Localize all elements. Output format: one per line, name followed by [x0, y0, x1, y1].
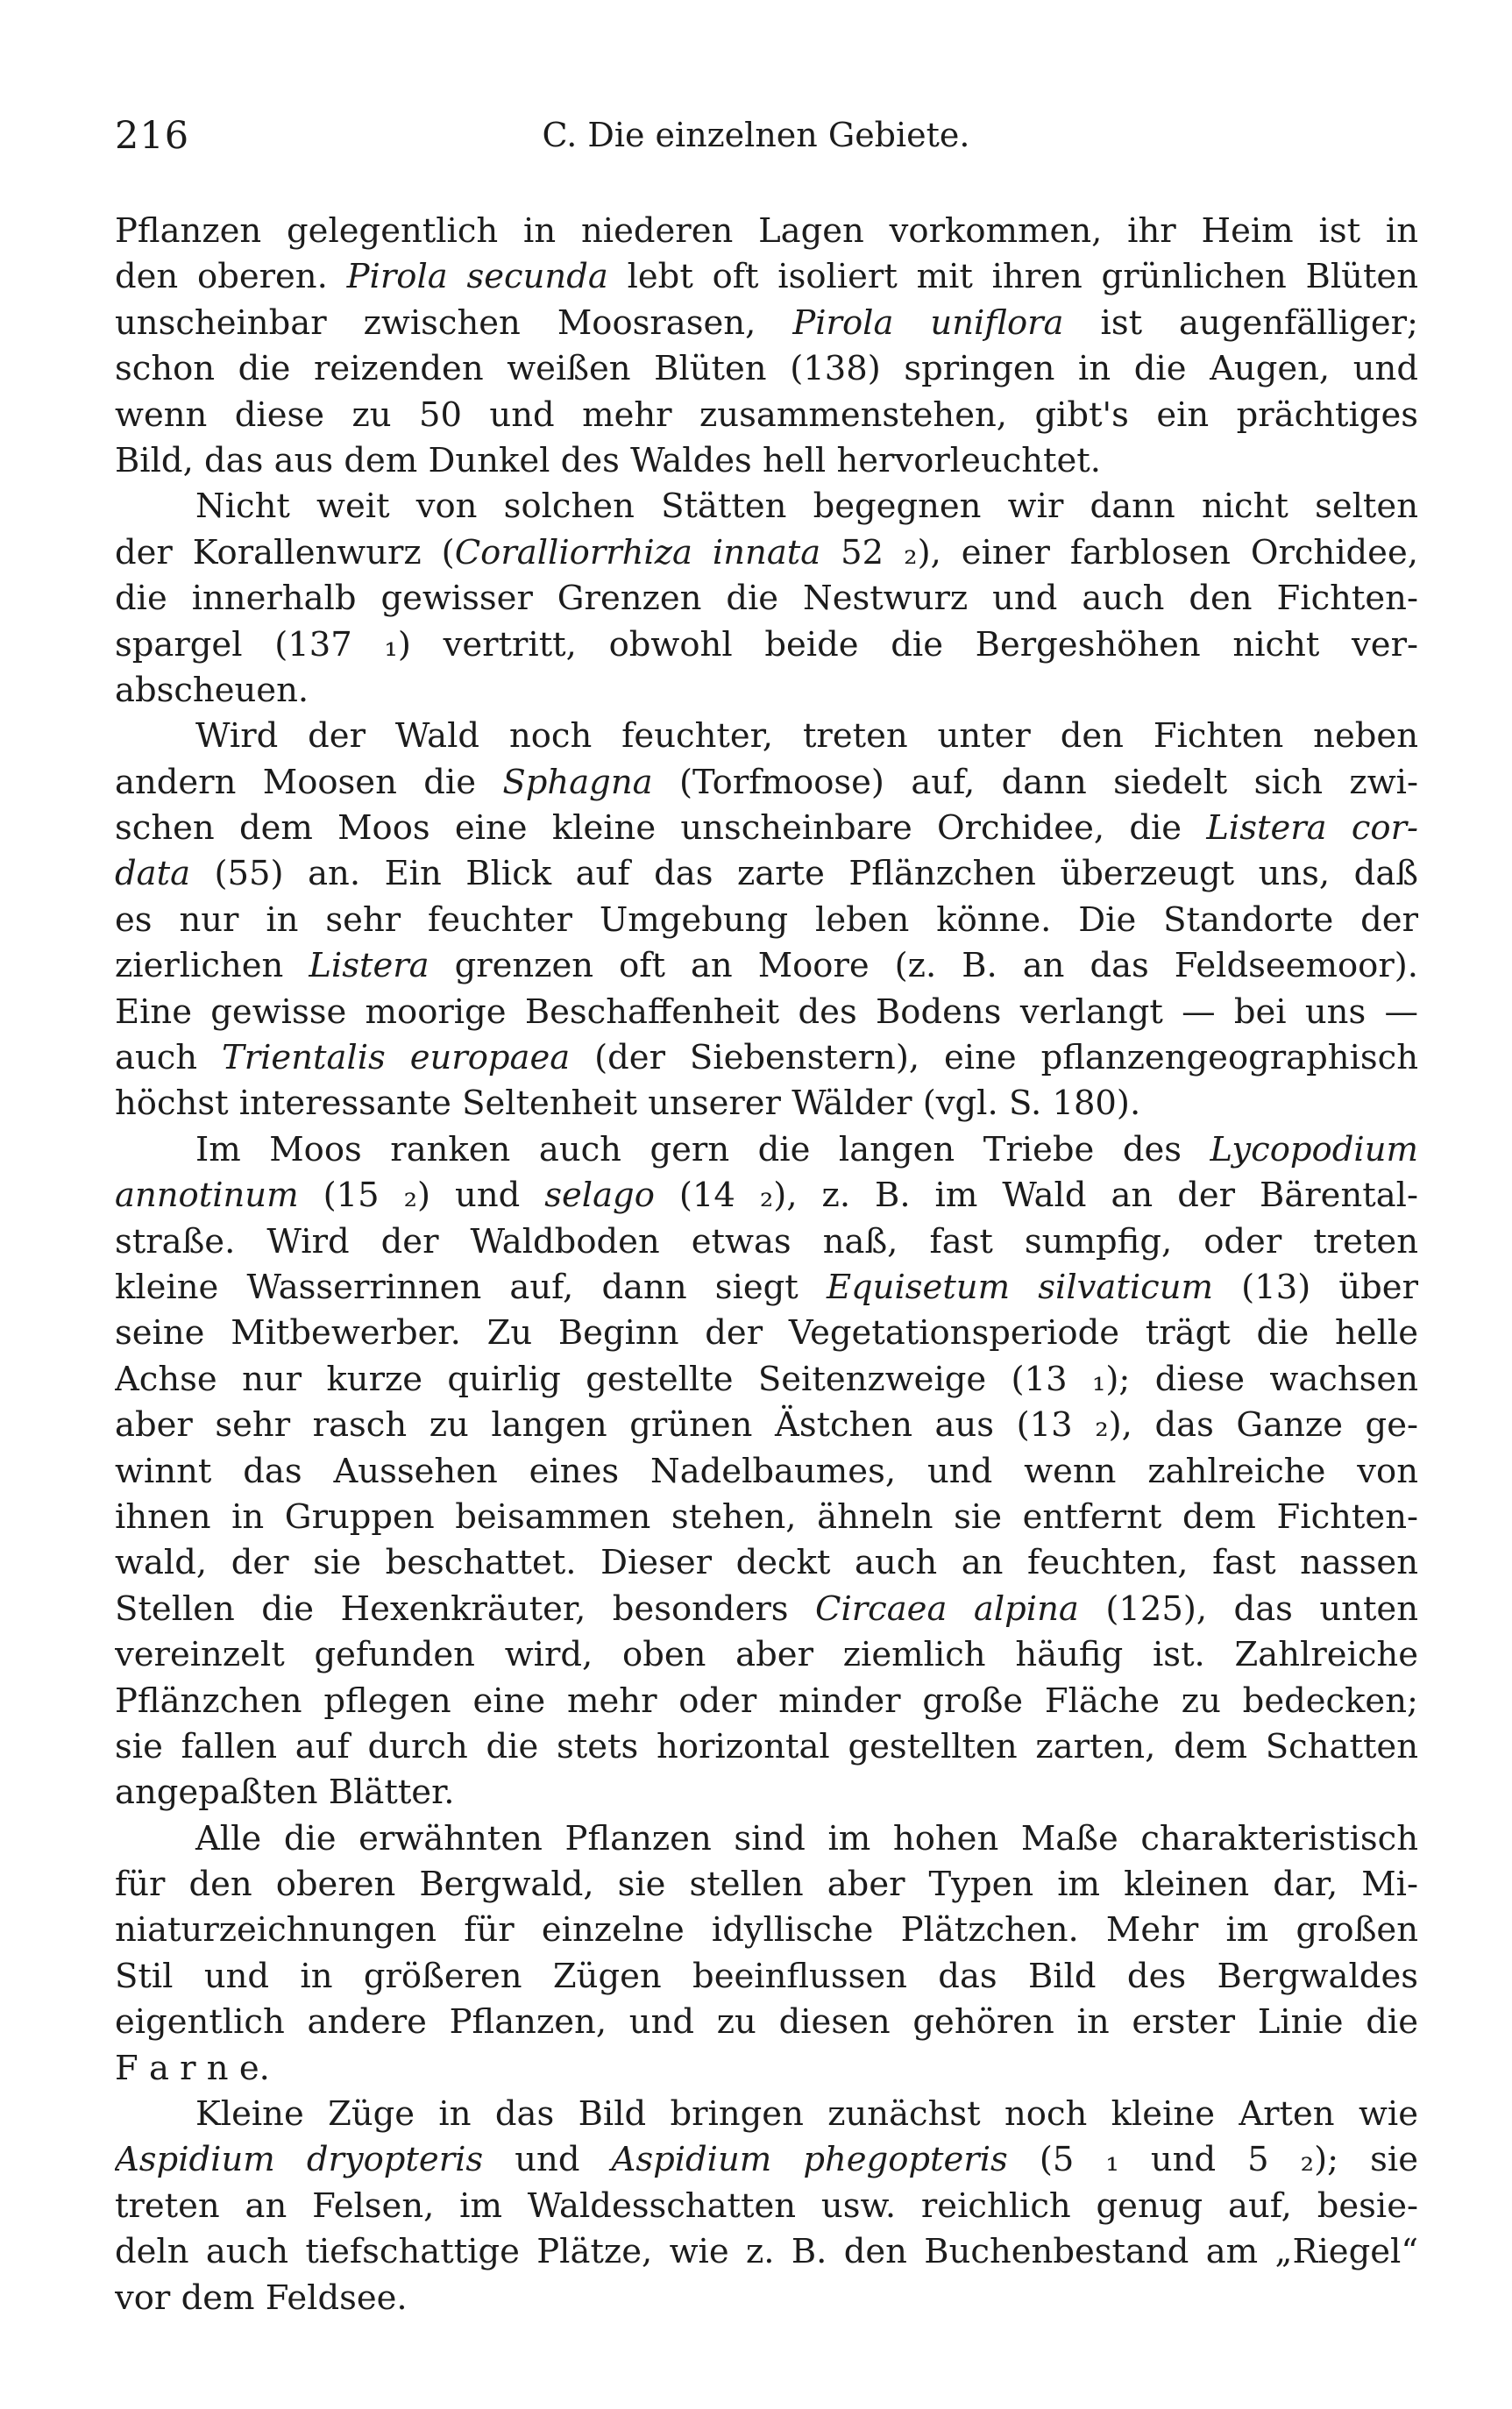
text-line: winnt das Aussehen eines Nadelbaumes, und wenn zahlreiche von: [115, 1451, 1418, 1491]
text-line: Stellen die Hexenkräuter, besonders Circaea alpina (125), das unten: [115, 1588, 1418, 1629]
text-line: unscheinbar zwischen Moosrasen, Pirola uniflora ist augenfälliger;: [115, 302, 1418, 343]
text-line: Pflanzen gelegentlich in niederen Lagen vorkommen, ihr Heim ist in: [115, 211, 1418, 251]
text-line: Bild, das aus dem Dunkel des Waldes hell hervorleuchtet.: [115, 440, 1101, 480]
text-line: wald, der sie beschattet. Dieser deckt auch an feuchten, fast nassen: [115, 1543, 1418, 1583]
page-number: 216: [115, 114, 190, 158]
text-line: den oberen. Pirola secunda lebt oft isoliert mit ihren grünlichen Blüten: [115, 257, 1418, 297]
text-line: niaturzeichnungen für einzelne idyllische Plätzchen. Mehr im großen: [115, 1910, 1418, 1951]
text-line: vor dem Feldsee.: [115, 2278, 408, 2318]
text-line: die innerhalb gewisser Grenzen die Nestwurz und auch den Fichten-: [115, 579, 1418, 619]
text-line: aber sehr rasch zu langen grünen Ästchen aus (13 ₂), das Ganze ge-: [115, 1405, 1418, 1446]
text-line: höchst interessante Seltenheit unserer Wälder (vgl. S. 180).: [115, 1084, 1141, 1124]
text-line: für den oberen Bergwald, sie stellen aber Typen im kleinen dar, Mi-: [115, 1865, 1418, 1905]
text-line: ihnen in Gruppen beisammen stehen, ähneln sie entfernt dem Fichten-: [115, 1496, 1418, 1537]
text-line: Pflänzchen pflegen eine mehr oder minder große Fläche zu bedecken;: [115, 1681, 1418, 1721]
text-line: Kleine Züge in das Bild bringen zunächst noch kleine Arten wie: [195, 2094, 1418, 2135]
text-line: auch Trientalis europaea (der Siebenstern), eine pflanzengeographisch: [115, 1038, 1418, 1078]
text-line: deln auch tiefschattige Plätze, wie z. B. den Buchenbestand am „Riegel“: [115, 2232, 1418, 2272]
text-line: Im Moos ranken auch gern die langen Triebe des Lycopodium: [195, 1129, 1418, 1169]
text-line: seine Mitbewerber. Zu Beginn der Vegetationsperiode trägt die helle: [115, 1313, 1418, 1354]
text-line: treten an Felsen, im Waldesschatten usw. reichlich genug auf, besie-: [115, 2185, 1418, 2226]
text-line: wenn diese zu 50 und mehr zusammenstehen, gibt's ein prächtiges: [115, 394, 1418, 435]
text-line: eigentlich andere Pflanzen, und zu diesen gehören in erster Linie die: [115, 2002, 1418, 2043]
text-line: schen dem Moos eine kleine unscheinbare Orchidee, die Listera cor-: [115, 808, 1418, 849]
text-line: abscheuen.: [115, 670, 309, 710]
text-line: Nicht weit von solchen Stätten begegnen wir dann nicht selten: [195, 487, 1418, 527]
text-line: zierlichen Listera grenzen oft an Moore (z. B. an das Feldseemoor).: [115, 946, 1418, 986]
text-line: Aspidium dryopteris und Aspidium phegopteris (5 ₁ und 5 ₂); sie: [115, 2140, 1418, 2180]
text-line: straße. Wird der Waldboden etwas naß, fast sumpfig, oder treten: [115, 1221, 1418, 1261]
text-line: angepaßten Blätter.: [115, 1773, 455, 1813]
text-line: der Korallenwurz (Coralliorrhiza innata 52 ₂), einer farblosen Orchidee,: [115, 532, 1418, 572]
text-line: sie fallen auf durch die stets horizontal gestellten zarten, dem Schatten: [115, 1726, 1418, 1766]
text-line: schon die reizenden weißen Blüten (138) springen in die Augen, und: [115, 349, 1418, 389]
text-line: data (55) an. Ein Blick auf das zarte Pflänzchen überzeugt uns, daß: [115, 854, 1418, 894]
text-line: Eine gewisse moorige Beschaffenheit des Bodens verlangt — bei uns —: [115, 991, 1418, 1032]
text-line: F a r n e.: [115, 2048, 270, 2088]
body-text: [115, 209, 1418, 2365]
text-line: annotinum (15 ₂) und selago (14 ₂), z. B. im Wald an der Bärental-: [115, 1176, 1418, 1216]
text-line: spargel (137 ₁) vertritt, obwohl beide die Bergeshöhen nicht ver-: [115, 624, 1418, 664]
text-line: kleine Wasserrinnen auf, dann siegt Equisetum silvaticum (13) über: [115, 1267, 1418, 1307]
text-line: Stil und in größeren Zügen beeinflussen das Bild des Bergwaldes: [115, 1956, 1418, 1996]
text-line: Alle die erwähnten Pflanzen sind im hohen Maße charakteristisch: [195, 1818, 1418, 1858]
text-line: andern Moosen die Sphagna (Torfmoose) auf, dann siedelt sich zwi-: [115, 762, 1418, 802]
running-title: C. Die einzelnen Gebiete.: [542, 116, 970, 154]
text-line: vereinzelt gefunden wird, oben aber ziemlich häufig ist. Zahlreiche: [115, 1635, 1418, 1675]
text-line: Achse nur kurze quirlig gestellte Seitenzweige (13 ₁); diese wachsen: [115, 1359, 1418, 1399]
text-line: Wird der Wald noch feuchter, treten unter den Fichten neben: [195, 716, 1418, 757]
text-line: es nur in sehr feuchter Umgebung leben könne. Die Standorte der: [115, 899, 1418, 940]
page-header: [115, 114, 1397, 167]
